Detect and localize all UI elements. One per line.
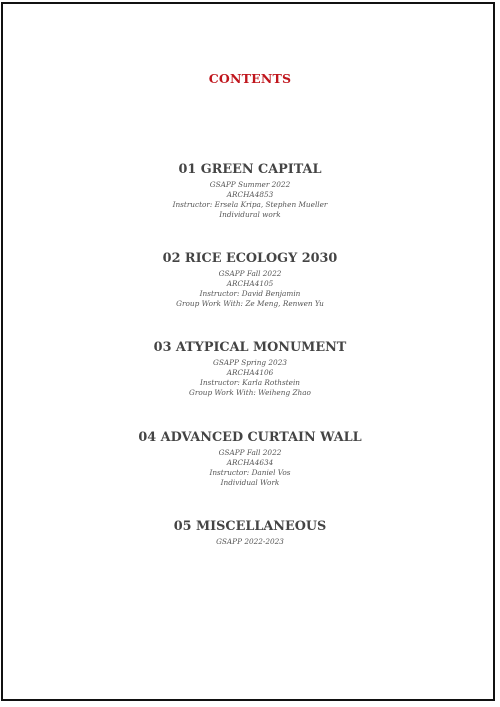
section-course-code: ARCHA4853 <box>226 190 274 199</box>
contents-title: CONTENTS <box>208 71 292 86</box>
section-green-capital <box>0 160 500 220</box>
section-term: GSAPP Fall 2022 <box>218 269 282 278</box>
section-term: GSAPP 2022-2023 <box>216 537 284 546</box>
section-work-type: Individural work <box>219 210 281 219</box>
section-heading: 03 ATYPICAL MONUMENT <box>153 340 347 355</box>
section-instructor: Instructor: David Benjamin <box>199 289 301 298</box>
section-term: GSAPP Spring 2023 <box>213 358 287 367</box>
section-term: GSAPP Fall 2022 <box>218 448 282 457</box>
section-work-type: Group Work With: Ze Meng, Renwen Yu <box>176 299 324 308</box>
section-term: GSAPP Summer 2022 <box>209 180 291 189</box>
section-instructor: Instructor: Ersela Kripa, Stephen Mueller <box>172 200 328 209</box>
section-heading: 05 MISCELLANEOUS <box>173 519 327 534</box>
section-heading: 01 GREEN CAPITAL <box>178 162 322 177</box>
section-heading: 02 RICE ECOLOGY 2030 <box>162 251 338 266</box>
section-course-code: ARCHA4106 <box>226 368 274 377</box>
section-rice-ecology <box>0 249 500 309</box>
section-advanced-curtain-wall <box>0 428 500 488</box>
section-atypical-monument <box>0 338 500 398</box>
section-instructor: Instructor: Karla Rothstein <box>200 378 300 387</box>
section-heading: 04 ADVANCED CURTAIN WALL <box>138 430 362 445</box>
section-miscellaneous <box>0 517 500 547</box>
section-work-type: Individual Work <box>220 478 280 487</box>
section-course-code: ARCHA4105 <box>226 279 274 288</box>
section-instructor: Instructor: Daniel Vos <box>209 468 291 477</box>
section-work-type: Group Work With: Weiheng Zhao <box>189 388 311 397</box>
section-course-code: ARCHA4634 <box>226 458 274 467</box>
